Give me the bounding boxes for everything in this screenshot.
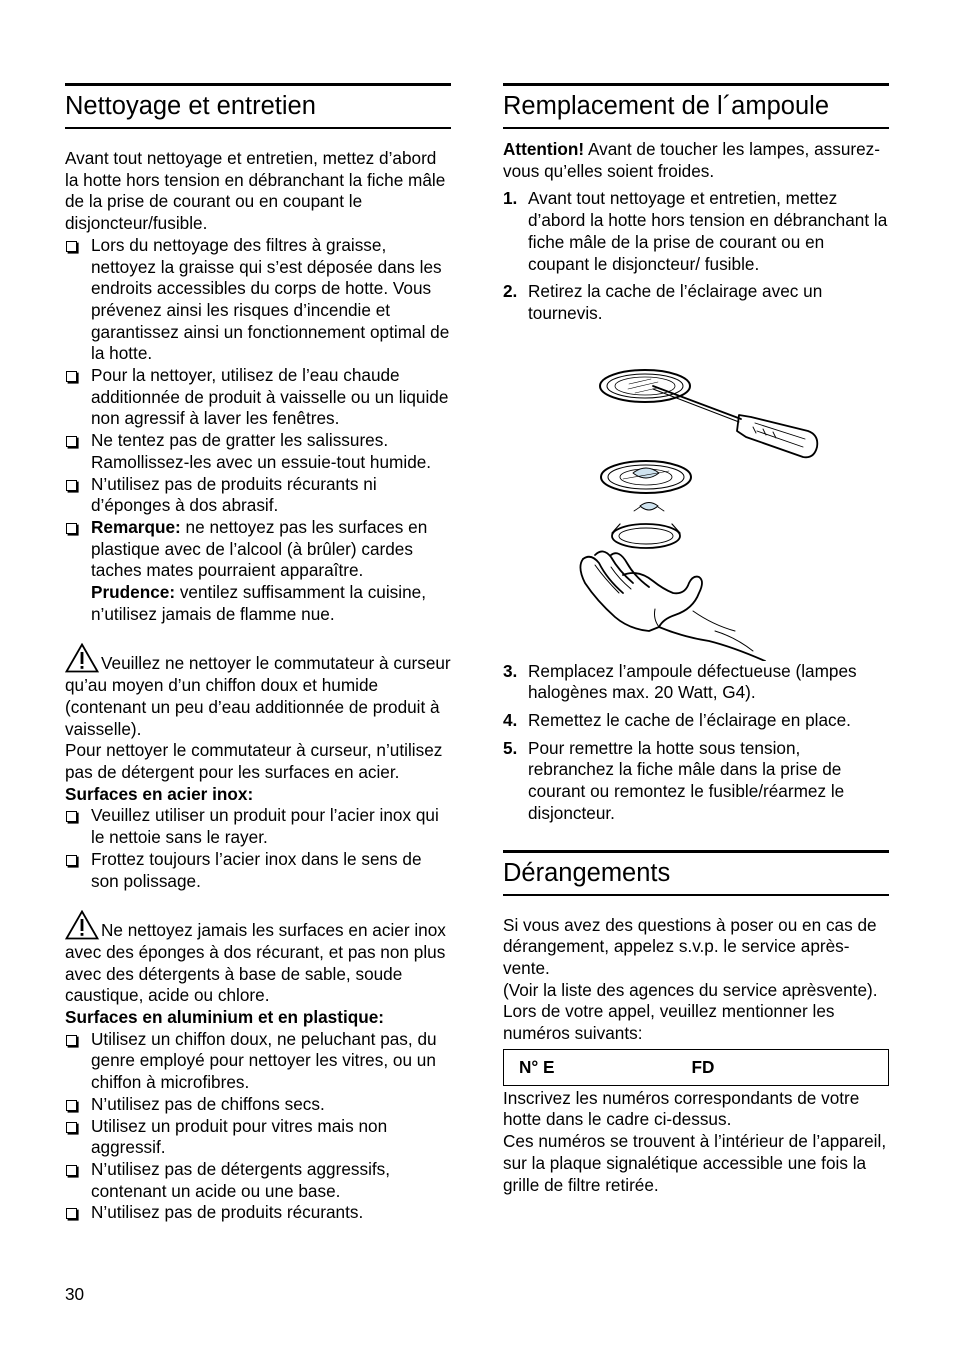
warning-paragraph-inox: Ne nettoyez jamais les surfaces en acier inox avec des éponges à dos récurant, et pas non plus avec des détergents à base de sable, soude caustique, acide ou chlore. [65,910,451,1007]
list-item: Pour la nettoyer, utilisez de l’eau chaude additionnée de produit à vaisselle ou un liquide non agressif à laver les fenêtres. [65,365,451,430]
bulb-steps-b [503,661,889,825]
cleaning-list [65,235,451,626]
right-column [503,83,889,1196]
checkbox-bullet-icon [66,811,77,822]
step-item: 3. Remplacez l’ampoule défectueuse (lampes halogènes max. 20 Watt, G4). [503,660,857,703]
serial-number-box [503,1049,889,1086]
list-item: Frottez toujours l’acier inox dans le sens de son polissage. [65,849,451,892]
checkbox-bullet-icon [66,855,77,866]
list-item: Lors du nettoyage des filtres à graisse, nettoyez la graisse qui s’est déposée dans les endroits accessibles du corps de hotte. Vous prévenez ainsi les risques d’incendie et garantissez ainsi un fonctionnement optimal de la hotte. [65,235,451,365]
list-item-remarque: Remarque: ne nettoyez pas les surfaces en plastique avec de l’alcool (à brûler) cardes taches mates pourraient apparaître. Prudence: ventilez suffisamment la cuisine, n’utilisez jamais de flamme nue. [65,517,451,626]
left-column [65,83,451,1224]
warning-paragraph-slider: Veuillez ne nettoyer le commutateur à curseur qu’au moyen d’un chiffon doux et humide (contenant un peu d’eau additionnée de produit à vaisselle). [65,643,451,740]
fd-label: FD [691,1056,715,1077]
step-item: 1. Avant tout nettoyage et entretien, mettez d’abord la hotte hors tension en débranchant la fiche mâle de la prise de courant ou en coupant le disjoncteur/ fusible. [503,188,888,274]
checkbox-bullet-icon [66,436,77,447]
slider-cleaning-paragraph: Pour nettoyer le commutateur à curseur, n’utilisez pas de détergent pour les surfaces en acier. [65,740,443,782]
section-header-cleaning [65,83,451,129]
checkbox-bullet-icon [66,1165,77,1176]
ne-label: N° E [519,1056,555,1077]
list-item: Utilisez un chiffon doux, ne peluchant pas, du genre employé pour nettoyer les vitres, ou un chiffon à microfibres. [65,1029,451,1094]
checkbox-bullet-icon [66,1035,77,1046]
warning-triangle-icon [65,910,99,940]
list-item: N’utilisez pas de détergents aggressifs, contenant un acide ou une base. [65,1159,451,1202]
section-header-troubleshooting [503,850,889,896]
alu-list [65,1029,451,1224]
troubleshooting-p5: Ces numéros se trouvent à l’intérieur de l’appareil, sur la plaque signalétique accessible une fois la grille de filtre retirée. [503,1131,887,1195]
cleaning-intro: Avant tout nettoyage et entretien, mettez d’abord la hotte hors tension en débranchant la fiche mâle de la prise de courant ou en coupant le disjoncteur/fusible. [65,148,446,234]
inox-list [65,805,451,892]
section-title-bulb: Remplacement de l´ampoule [503,92,829,120]
step-item: 2. Retirez la cache de l’éclairage avec un tournevis. [503,281,823,323]
checkbox-bullet-icon [66,1100,77,1111]
list-item: Veuillez utiliser un produit pour l’acier inox qui le nettoie sans le rayer. [65,805,451,848]
prudence-label: Prudence: [91,582,176,603]
step-item: 4. Remettez le cache de l’éclairage en place. [503,710,851,731]
list-item: Ne tentez pas de gratter les salissures. Ramollissez-les avec un essuie-tout humide. [65,430,451,473]
list-item: N’utilisez pas de produits récurants ni d’éponges à dos abrasif. [65,474,451,517]
troubleshooting-p1: Si vous avez des questions à poser ou en cas de dérangement, appelez s.v.p. le service après-vente. [503,914,877,978]
checkbox-bullet-icon [66,480,77,491]
warning-triangle-icon [65,643,99,673]
checkbox-bullet-icon [66,241,77,252]
list-item: N’utilisez pas de chiffons secs. [65,1094,451,1116]
checkbox-bullet-icon [66,371,77,382]
troubleshooting-p3: Lors de votre appel, veuillez mentionner les numéros suivants: [503,1001,835,1044]
list-item: Utilisez un produit pour vitres mais non aggressif. [65,1116,451,1159]
checkbox-bullet-icon [66,523,77,534]
bulb-steps-a [503,188,889,324]
page-number: 30 [65,1284,85,1304]
attention-paragraph: Attention! Avant de toucher les lampes, assurez-vous qu’elles soient froides. [503,139,880,181]
checkbox-bullet-icon [66,1122,77,1133]
section-title-cleaning: Nettoyage et entretien [65,92,316,120]
step-item: 5. Pour remettre la hotte sous tension, rebranchez la fiche mâle dans la prise de courant ou remontez le fusible/réarmez le disjoncteur. [503,737,845,823]
list-item: N’utilisez pas de produits récurants. [65,1202,451,1224]
bulb-replacement-illustration [503,331,889,661]
troubleshooting-p4: Inscrivez les numéros correspondants de votre hotte dans le cadre ci-dessus. [503,1087,860,1130]
illustration-svg [503,331,889,661]
alu-heading: Surfaces en aluminium et en plastique: [65,1007,385,1028]
troubleshooting-p2: (Voir la liste des agences du service aprèsvente). [503,979,878,1000]
section-header-bulb [503,83,889,129]
checkbox-bullet-icon [66,1208,77,1219]
inox-heading: Surfaces en acier inox: [65,783,254,804]
section-title-troubleshooting: Dérangements [503,858,671,887]
